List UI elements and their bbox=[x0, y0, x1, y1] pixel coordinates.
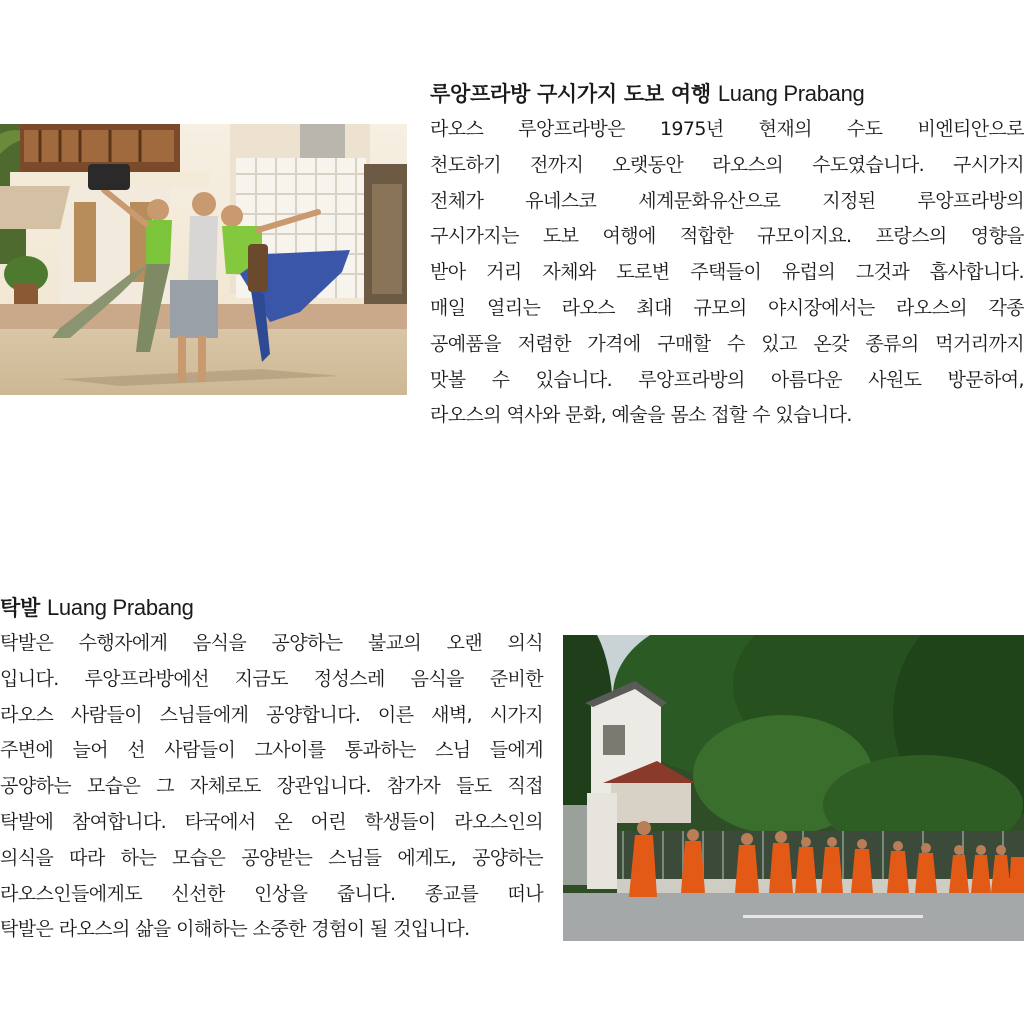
section-title-english: Luang Prabang bbox=[717, 81, 865, 106]
body-line: 공예품을 저렴한 가격에 구매할 수 있고 온갖 종류의 먹거리까지 bbox=[430, 332, 1024, 355]
body-line: 라오스인들에게도 신선한 인상을 줍니다. 종교를 떠나 bbox=[0, 882, 543, 905]
body-line: 탁발은 수행자에게 음식을 공양하는 불교의 오랜 의식 bbox=[0, 632, 543, 654]
body-line: 천도하기 전까지 오랫동안 라오스의 수도였습니다. 구시가지 bbox=[430, 153, 1024, 176]
photo-travelers-old-town bbox=[0, 124, 407, 395]
body-line: 주변에 늘어 선 사람들이 그사이를 통과하는 스님 들에게 bbox=[0, 739, 543, 762]
body-line: 라오스 사람들이 스님들에게 공양합니다. 이른 새벽, 시가지 bbox=[0, 703, 543, 726]
section-title-korean: 탁발 bbox=[0, 596, 40, 620]
body-line: 입니다. 루앙프라방에선 지금도 정성스레 음식을 준비한 bbox=[0, 667, 543, 690]
section-title bbox=[0, 590, 543, 626]
body-line: 의식을 따라 하는 모습은 공양받는 스님들 에게도, 공양하는 bbox=[0, 846, 543, 869]
body-line: 라오스 루앙프라방은 1975년 현재의 수도 비엔티안으로 bbox=[430, 118, 1024, 140]
body-line: 구시가지는 도보 여행에 적합한 규모이지요. 프랑스의 영향을 bbox=[430, 225, 1024, 248]
body-line: 라오스의 역사와 문화, 예술을 몸소 접할 수 있습니다. bbox=[430, 404, 852, 427]
body-line: 전체가 유네스코 세계문화유산으로 지정된 루앙프라방의 bbox=[430, 189, 1024, 212]
body-line: 공양하는 모습은 그 자체로도 장관입니다. 참가자 들도 직접 bbox=[0, 775, 543, 798]
section-title-korean: 루앙프라방 구시가지 도보 여행 bbox=[430, 82, 711, 106]
section-old-town-walk bbox=[430, 76, 1024, 434]
body-line: 탁발에 참여합니다. 타국에서 온 어린 학생들이 라오스인의 bbox=[0, 810, 543, 833]
section-alms-giving bbox=[0, 590, 543, 948]
section-body bbox=[0, 626, 543, 948]
body-line: 탁발은 라오스의 삶을 이해하는 소중한 경험이 될 것입니다. bbox=[0, 918, 470, 941]
photo-monks-alms-procession bbox=[563, 635, 1024, 941]
body-line: 받아 거리 자체와 도로변 주택들이 유럽의 그것과 흡사합니다. bbox=[430, 261, 1024, 284]
section-body bbox=[430, 112, 1024, 434]
body-line: 맛볼 수 있습니다. 루앙프라방의 아름다운 사원도 방문하여, bbox=[430, 368, 1024, 391]
section-title bbox=[430, 76, 1024, 112]
section-title-english: Luang Prabang bbox=[47, 595, 194, 620]
body-line: 매일 열리는 라오스 최대 규모의 야시장에서는 라오스의 각종 bbox=[430, 296, 1024, 319]
